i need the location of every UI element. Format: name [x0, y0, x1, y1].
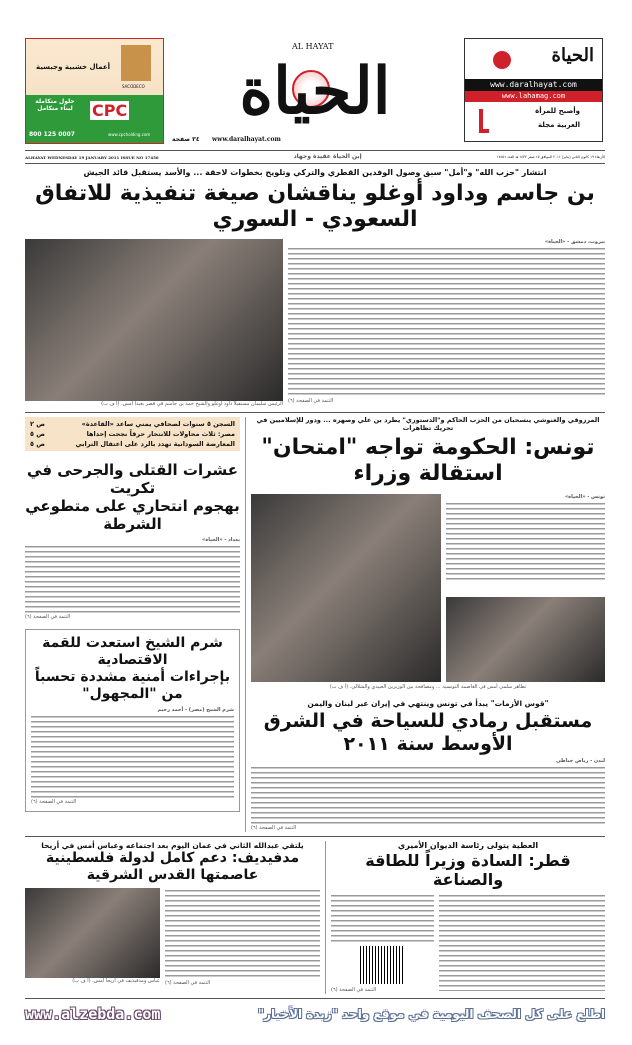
column-divider — [245, 417, 246, 832]
tikrit-body — [25, 544, 240, 614]
ad-phone: 800 125 0007 — [29, 131, 75, 138]
medvedev-headline: مدفيديف: دعم كامل لدولة فلسطينية عاصمتها القدس الشرقية — [45, 850, 300, 884]
tunisia-body — [446, 501, 605, 581]
qatar-kicker: العطية يتولى رئاسة الديوان الأميري — [397, 841, 539, 851]
sharm-byline: شرم الشيخ (مصر) - أحمد رحيم — [157, 706, 234, 713]
tourism-body — [251, 765, 605, 825]
tikrit-headline-2: بهجوم انتحاري على متطوعي الشرطة — [25, 497, 240, 534]
qatar-continued[interactable]: التتمة في الصفحة (٦) — [331, 987, 377, 994]
page-count: ٣٤ صفحة — [172, 136, 200, 143]
lead-headline: بن جاسم وداود أوغلو يناقشان صيغة تنفيذية للاتفاق السعودي - السوري — [35, 180, 595, 232]
lead-kicker: انتشار "حزب الله" و"أمل" سبق وصول الوفدين القطري والتركي وتلويح بخطوات لاحقة ... والأسد يستقبل قائد الجيش — [83, 168, 547, 177]
tunisia-photo-1 — [251, 494, 441, 682]
brief-page: ص ٢ — [30, 420, 45, 429]
tunisia-kicker: المرزوقي والغنوشي ينسحبان من الحزب الحاكم و"الدستوري" يطرد بن علي وصهره ... ودور للإسلاميين في تحريك تظاهرات — [256, 416, 600, 433]
page-body — [25, 168, 605, 1025]
sharm-headline-2: بإجراءات أمنية مشددة تحسباً من "المجهول" — [34, 668, 231, 702]
lead-continued[interactable]: التتمة في الصفحة (٦) — [288, 398, 334, 405]
brief-page: ص ٥ — [30, 440, 45, 449]
medvedev-story — [25, 841, 320, 994]
motto: إبن الحياة عقيدة وجهاد — [293, 153, 362, 161]
divider — [25, 998, 605, 999]
qatar-body-2 — [439, 893, 605, 991]
medvedev-text — [165, 888, 320, 987]
lead-body — [288, 246, 605, 398]
lead-caption: الرئيس سليمان مستقبلاً داود أوغلو والشيخ حمد بن جاسم في قصر بعبدا أمس. (أ ف ب) — [101, 401, 283, 408]
medvedev-kicker: يلتقي عبدالله الثاني في عمان اليوم بعد اجتماعه وعباس أمس في أريحا — [41, 841, 304, 851]
sharm-body — [31, 714, 234, 799]
brief-item[interactable] — [30, 429, 235, 439]
brief-item[interactable] — [30, 419, 235, 429]
tourism-headline: مستقبل رمادي للسياحة في الشرق الأوسط سنة ٢٠١١ — [263, 709, 593, 755]
tourism-continued[interactable]: التتمة في الصفحة (٦) — [251, 825, 297, 832]
url-daralhayat[interactable]: www.daralhayat.com — [465, 79, 602, 91]
medvedev-row — [25, 888, 320, 987]
dateline-ar: الأربعاء ١٩ كانون الثاني (يناير) ٢٠١١ الموافق ١٥ صفر ١٤٣٢ هـ العدد ١٧٤٥٦ — [496, 155, 605, 159]
dateline-bar — [25, 150, 605, 164]
sharm-headline-1: شرم الشيخ استعدت للقمة الاقتصادية — [42, 635, 223, 669]
ad-brand-1: SACODECO — [122, 84, 145, 89]
globe-icon-small — [493, 51, 511, 69]
url-lahamag[interactable]: www.lahamag.com — [465, 91, 602, 102]
tunisia-caption: تظاهر سلمي أمس في العاصمة التونسية ... ومصافحة بين الوزيرين العبيدي والشلالي. (أ ف ب) — [329, 683, 527, 690]
medvedev-continued[interactable]: التتمة في الصفحة (٦) — [165, 979, 211, 986]
dateline-en: ALHAYAT WEDNESDAY 19 JANUARY 2011 ISSUE NO 17456 — [25, 154, 159, 160]
lead-byline: بيروت، دمشق - «الحياة» — [544, 239, 605, 246]
brief-text: مصر: ثلاث محاولات للانتحار حرقاً نجحت إحداها — [86, 430, 235, 439]
divider — [25, 836, 605, 837]
qatar-body-1 — [331, 893, 434, 943]
section-2 — [25, 417, 605, 832]
tunisia-photo-2 — [446, 597, 605, 682]
ad-tagline-1: وأصبح للمرأة — [535, 107, 580, 115]
banner-text: اطلع على كل الصحف اليومية في موقع واحد "زبدة الأخبار" — [257, 1007, 605, 1022]
qatar-left — [331, 893, 434, 994]
brief-text: السجن ٥ سنوات لصحافي يمني ساعد «القاعدة» — [81, 420, 235, 429]
lead-text — [288, 239, 605, 408]
tunisia-byline: تونس - «الحياة» — [564, 493, 605, 500]
ad-tagline-2: العربية مجلة — [538, 121, 580, 129]
lead-photo — [25, 239, 283, 401]
laha-logo — [479, 109, 489, 133]
left-column — [25, 417, 240, 832]
tikrit-byline: بغداد - «الحياة» — [202, 537, 240, 544]
section-3 — [25, 841, 605, 994]
brief-text: المعارضة السودانية تهدد بالرد على اعتقال الترابي — [75, 440, 235, 449]
tunisia-row — [251, 494, 605, 682]
brief-page: ص ٥ — [30, 430, 45, 439]
ad-green-panel — [26, 95, 163, 143]
right-column — [251, 417, 605, 832]
ad-web: www.cpcholding.com — [108, 132, 151, 137]
divider — [25, 412, 605, 413]
brief-item[interactable] — [30, 439, 235, 449]
column-divider — [325, 841, 326, 994]
qatar-story — [331, 841, 605, 994]
medvedev-body — [165, 888, 320, 980]
medvedev-photo — [25, 888, 160, 978]
lead-photo-block — [25, 239, 283, 408]
sharm-continued[interactable]: التتمة في الصفحة (٦) — [31, 798, 77, 805]
banner-url[interactable]: www.alzebda.com — [25, 1005, 161, 1024]
tikrit-headline-1: عشرات القتلى والجرحى في تكريت — [27, 461, 238, 498]
lead-row — [25, 239, 605, 408]
tunisia-text — [446, 494, 605, 682]
ad-right-title: الحياة — [551, 45, 594, 66]
qatar-row — [331, 893, 605, 994]
advertisement-right[interactable] — [464, 38, 603, 142]
medvedev-photo-block — [25, 888, 160, 987]
advertisement-left[interactable] — [25, 38, 164, 144]
sharm-box — [25, 629, 240, 811]
ad-line-1: أعمال خشبية وجبسية — [35, 63, 111, 71]
barcode — [360, 946, 405, 984]
tikrit-continued[interactable]: التتمة في الصفحة (٦) — [25, 614, 71, 621]
logo-en: AL HAYAT — [292, 42, 334, 51]
masthead-logo: الحياة — [239, 54, 391, 129]
briefs-box — [25, 417, 240, 451]
medvedev-caption: عباس ومدفيديف في أريحا أمس. (أ ف ب) — [72, 977, 160, 984]
ad-line-2: حلول متكاملة لبناء متكامل — [35, 98, 75, 113]
banner[interactable] — [25, 1003, 605, 1025]
sacodeco-logo — [121, 45, 151, 81]
ad-brand-2: CPC — [92, 101, 128, 120]
tunisia-headline: تونس: الحكومة تواجه "امتحان" استقالة وزراء — [261, 434, 595, 487]
qatar-headline: قطر: السادة وزيراً للطاقة والصناعة — [365, 850, 571, 890]
tourism-kicker: "قوس الأزمات" يبدأ في تونس وينتهي في إيران عبر لبنان واليمن — [307, 698, 549, 708]
masthead-site[interactable]: www.daralhayat.com — [212, 136, 281, 143]
tourism-byline: لندن - رياض خباطي — [555, 758, 605, 765]
